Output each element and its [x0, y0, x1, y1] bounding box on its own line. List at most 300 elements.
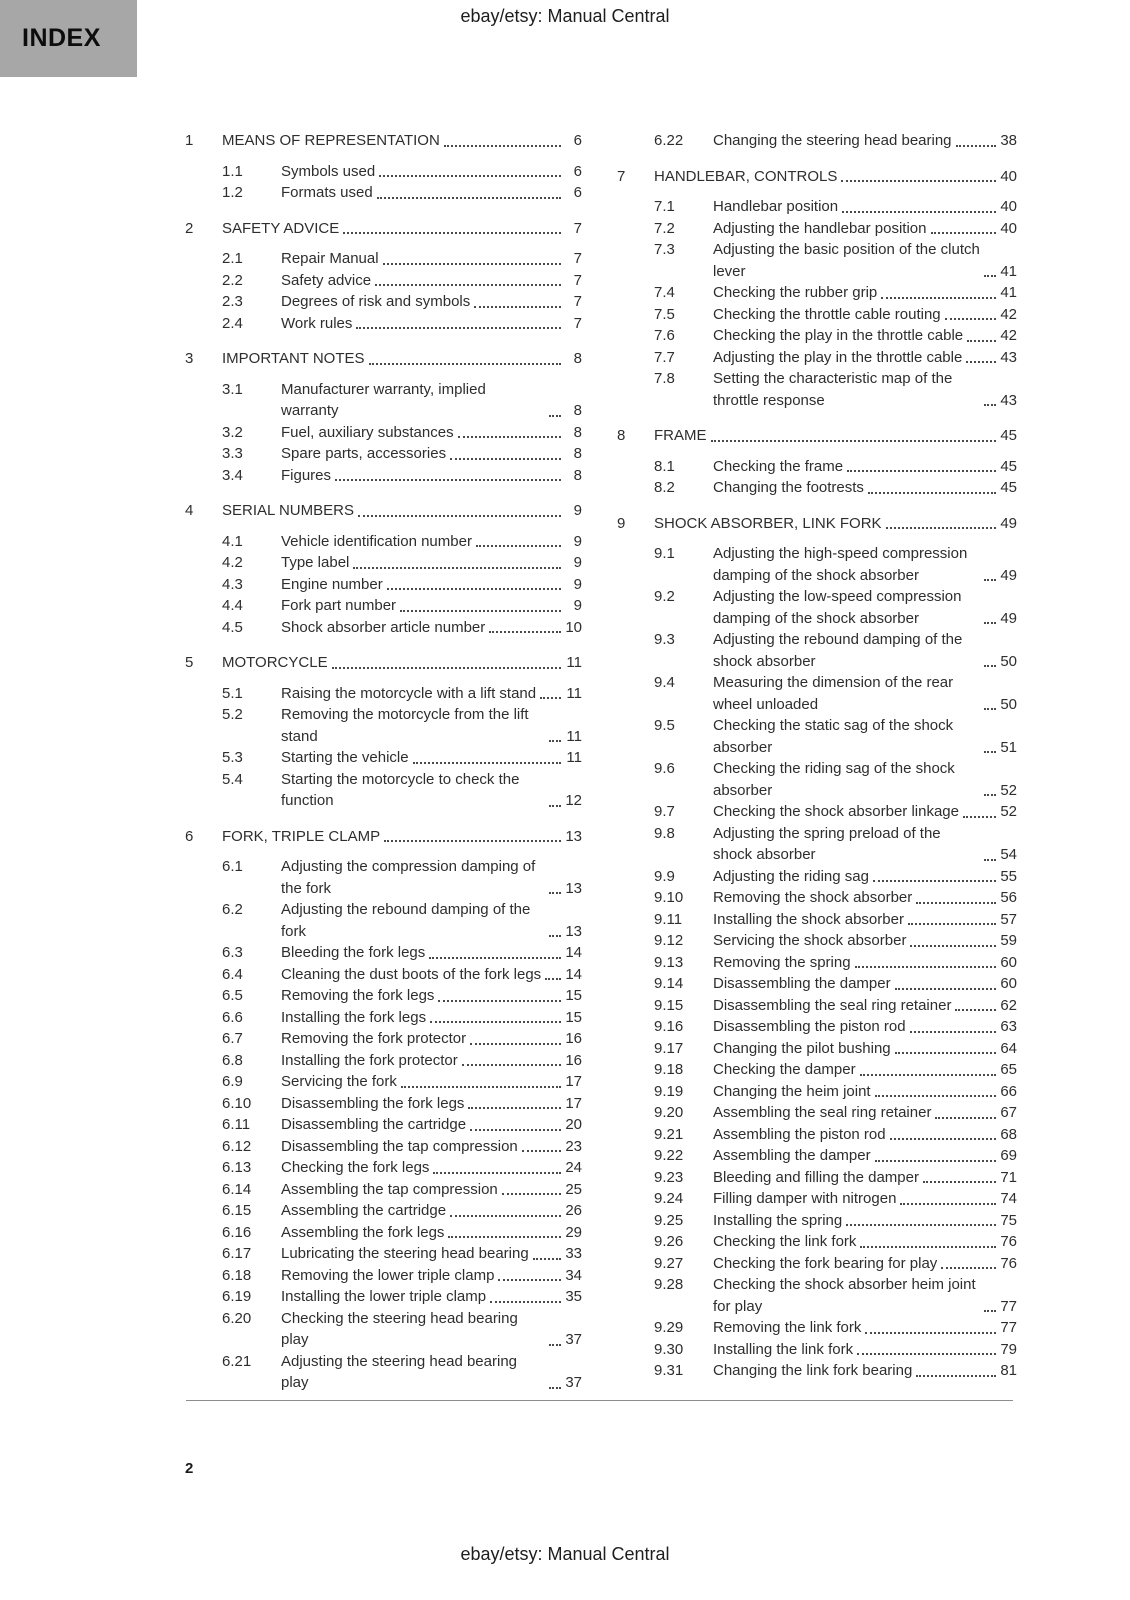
item-number: 6.22	[654, 132, 684, 149]
toc-item-row	[185, 1286, 582, 1308]
toc-item-row	[617, 1102, 1017, 1124]
entry-page: 6	[573, 184, 582, 201]
footer-divider	[186, 1400, 1013, 1401]
item-number: 9.8	[654, 824, 675, 842]
leader-dots	[875, 1160, 996, 1162]
entry-page: 12	[565, 792, 582, 809]
toc-section-row	[185, 826, 582, 848]
entry-page: 24	[565, 1159, 582, 1176]
item-number: 9.7	[654, 803, 675, 820]
entry-title: Checking the damper	[713, 1061, 856, 1078]
entry-page: 76	[1000, 1254, 1017, 1272]
entry-page: 7	[573, 314, 582, 332]
leader-dots	[343, 232, 561, 234]
toc-item-row	[617, 325, 1017, 347]
item-number: 6.9	[222, 1073, 243, 1090]
index-box	[0, 0, 137, 77]
entry-title: Changing the heim joint	[713, 1082, 871, 1100]
toc-item-row	[617, 1231, 1017, 1253]
entry-page: 29	[565, 1223, 582, 1241]
toc-item-row	[617, 1360, 1017, 1382]
entry-page: 42	[1000, 327, 1017, 344]
entry-title: Adjusting the compression damping of the fork	[281, 858, 536, 897]
toc-item-row	[185, 1114, 582, 1136]
leader-dots	[923, 1181, 996, 1183]
item-number: 9.23	[654, 1168, 684, 1186]
item-number: 9.11	[654, 910, 683, 928]
item-number: 9.26	[654, 1233, 684, 1250]
entry-title: Checking the shock absorber linkage	[713, 803, 959, 820]
entry-page: 55	[1000, 867, 1017, 885]
entry-page: 9	[573, 597, 582, 614]
leader-dots	[468, 1107, 561, 1109]
entry-page: 6	[573, 132, 582, 149]
item-number: 9.21	[654, 1125, 684, 1143]
leader-dots	[984, 275, 996, 277]
entry-page: 20	[565, 1116, 582, 1133]
item-number: 9.13	[654, 953, 684, 971]
toc-item-row	[185, 1093, 582, 1115]
entry-page: 10	[565, 618, 582, 636]
item-number: 9.4	[654, 674, 675, 691]
entry-title: Work rules	[281, 314, 353, 332]
entry-page: 34	[565, 1266, 582, 1284]
item-number: 9.5	[654, 717, 675, 734]
toc-item-row	[617, 368, 1017, 411]
item-number: 6.13	[222, 1159, 252, 1176]
entry-title: Assembling the cartridge	[281, 1202, 447, 1219]
entry-page: 76	[1000, 1233, 1017, 1250]
leader-dots	[855, 966, 996, 968]
section-number: 4	[185, 502, 194, 519]
entry-title: Adjusting the low-speed compression damping of the shock absorber	[713, 588, 962, 627]
toc-section-row	[185, 130, 582, 152]
leader-dots	[369, 363, 561, 365]
entry-title: IMPORTANT NOTES	[222, 350, 365, 367]
entry-title: Safety advice	[281, 271, 372, 289]
leader-dots	[332, 667, 561, 669]
entry-title: Checking the steering head bearing play	[281, 1309, 518, 1348]
entry-title: Assembling the seal ring retainer	[713, 1104, 932, 1121]
entry-page: 8	[573, 445, 582, 462]
toc-item-row	[185, 379, 582, 422]
entry-title: Checking the fork legs	[281, 1159, 430, 1176]
toc-item-row	[617, 239, 1017, 282]
toc-item-row	[617, 715, 1017, 758]
toc-item-row	[617, 218, 1017, 240]
entry-title: Figures	[281, 466, 332, 484]
item-number: 6.7	[222, 1030, 243, 1047]
entry-page: 66	[1000, 1082, 1017, 1100]
entry-title: Symbols used	[281, 162, 376, 180]
leader-dots	[401, 1086, 561, 1088]
item-number: 7.7	[654, 348, 675, 366]
entry-title: Formats used	[281, 184, 373, 201]
entry-page: 37	[565, 1374, 582, 1391]
toc-item-row	[185, 270, 582, 292]
entry-page: 59	[1000, 932, 1017, 949]
item-number: 3.3	[222, 445, 243, 462]
toc-item-row	[185, 1265, 582, 1287]
entry-page: 41	[1000, 262, 1017, 280]
leader-dots	[549, 935, 561, 937]
toc-item-row	[185, 443, 582, 465]
entry-title: Checking the frame	[713, 457, 844, 475]
leader-dots	[895, 988, 996, 990]
entry-page: 16	[565, 1030, 582, 1047]
entry-title: Removing the fork legs	[281, 987, 435, 1004]
section-number: 7	[617, 167, 626, 185]
toc-item-row	[185, 1222, 582, 1244]
leader-dots	[984, 622, 996, 624]
leader-dots	[873, 880, 996, 882]
leader-dots	[358, 515, 561, 517]
item-number: 4.3	[222, 575, 243, 593]
toc-item-row	[185, 595, 582, 617]
toc-item-row	[617, 952, 1017, 974]
item-number: 9.29	[654, 1319, 684, 1336]
toc-column-left	[185, 130, 582, 1394]
leader-dots	[941, 1267, 996, 1269]
entry-page: 13	[565, 922, 582, 940]
entry-title: Vehicle identification number	[281, 532, 472, 550]
item-number: 9.2	[654, 588, 675, 605]
entry-page: 23	[565, 1137, 582, 1155]
item-number: 2.3	[222, 293, 243, 310]
leader-dots	[846, 1224, 996, 1226]
leader-dots	[335, 479, 561, 481]
entry-title: Removing the shock absorber	[713, 889, 913, 906]
item-number: 6.5	[222, 987, 243, 1004]
toc-item-row	[617, 1038, 1017, 1060]
entry-page: 60	[1000, 975, 1017, 992]
item-number: 2.1	[222, 250, 243, 267]
toc-section-row	[617, 425, 1017, 447]
entry-page: 50	[1000, 695, 1017, 713]
entry-title: Servicing the fork	[281, 1073, 397, 1090]
toc-item-row	[617, 347, 1017, 369]
toc-item-row	[185, 574, 582, 596]
entry-title: Adjusting the rebound damping of the shock absorber	[713, 631, 963, 670]
entry-page: 45	[1000, 479, 1017, 496]
leader-dots	[847, 470, 996, 472]
leader-dots	[474, 306, 561, 308]
toc-item-row	[185, 1179, 582, 1201]
entry-title: Disassembling the piston rod	[713, 1018, 906, 1035]
toc-item-row	[617, 304, 1017, 326]
entry-page: 49	[1000, 609, 1017, 627]
entry-page: 11	[566, 654, 582, 671]
entry-title: Checking the shock absorber heim joint for play	[713, 1276, 976, 1315]
entry-page: 13	[565, 827, 582, 845]
entry-title: Assembling the piston rod	[713, 1125, 886, 1143]
entry-title: Removing the link fork	[713, 1319, 862, 1336]
entry-title: Removing the lower triple clamp	[281, 1266, 495, 1284]
item-number: 6.17	[222, 1245, 252, 1262]
toc-item-row	[617, 801, 1017, 823]
toc-item-row	[185, 1028, 582, 1050]
toc-item-row	[185, 1050, 582, 1072]
leader-dots	[865, 1332, 996, 1334]
entry-page: 8	[573, 423, 582, 441]
entry-page: 81	[1000, 1362, 1017, 1379]
toc-item-row	[185, 856, 582, 899]
toc-item-row	[185, 899, 582, 942]
entry-title: Adjusting the spring preload of the shock absorber	[713, 824, 941, 863]
toc-item-row	[185, 747, 582, 769]
entry-page: 52	[1000, 803, 1017, 820]
item-number: 7.2	[654, 219, 675, 237]
leader-dots	[375, 284, 561, 286]
entry-page: 67	[1000, 1104, 1017, 1121]
leader-dots	[857, 1353, 996, 1355]
leader-dots	[860, 1074, 996, 1076]
toc-item-row	[617, 1167, 1017, 1189]
leader-dots	[549, 805, 561, 807]
leader-dots	[916, 902, 996, 904]
section-number: 5	[185, 654, 194, 671]
entry-page: 11	[566, 727, 582, 745]
leader-dots	[377, 197, 561, 199]
entry-title: SAFETY ADVICE	[222, 219, 340, 237]
item-number: 7.6	[654, 327, 675, 344]
toc-item-row	[617, 823, 1017, 866]
leader-dots	[448, 1236, 561, 1238]
toc-item-row	[185, 182, 582, 204]
entry-page: 62	[1000, 996, 1017, 1014]
entry-title: Repair Manual	[281, 250, 379, 267]
item-number: 4.2	[222, 554, 243, 571]
item-number: 9.16	[654, 1018, 684, 1035]
entry-title: SERIAL NUMBERS	[222, 502, 354, 519]
toc-item-row	[185, 617, 582, 639]
entry-page: 17	[565, 1073, 582, 1090]
item-number: 9.1	[654, 545, 675, 562]
entry-title: Adjusting the riding sag	[713, 867, 869, 885]
leader-dots	[384, 840, 561, 842]
item-number: 5.2	[222, 706, 243, 723]
leader-dots	[931, 232, 997, 234]
leader-dots	[900, 1203, 996, 1205]
entry-title: Adjusting the handlebar position	[713, 219, 927, 237]
entry-title: Installing the fork legs	[281, 1008, 427, 1026]
leader-dots	[490, 1301, 561, 1303]
toc-item-row	[617, 758, 1017, 801]
item-number: 2.4	[222, 314, 243, 332]
entry-page: 42	[1000, 305, 1017, 323]
entry-title: Changing the footrests	[713, 479, 864, 496]
entry-page: 52	[1000, 781, 1017, 799]
entry-title: Handlebar position	[713, 198, 839, 215]
entry-title: Checking the play in the throttle cable	[713, 327, 964, 344]
leader-dots	[890, 1138, 996, 1140]
section-number: 3	[185, 350, 194, 367]
entry-page: 26	[565, 1202, 582, 1219]
entry-title: Disassembling the cartridge	[281, 1116, 467, 1133]
item-number: 9.18	[654, 1061, 684, 1078]
entry-title: Starting the vehicle	[281, 749, 409, 766]
leader-dots	[353, 567, 561, 569]
toc-item-row	[185, 422, 582, 444]
entry-title: Installing the spring	[713, 1211, 843, 1229]
item-number: 4.5	[222, 618, 243, 636]
entry-page: 9	[573, 575, 582, 593]
leader-dots	[842, 211, 996, 213]
entry-title: Adjusting the high-speed compression damping of the shock absorber	[713, 545, 968, 584]
entry-title: Removing the fork protector	[281, 1030, 467, 1047]
item-number: 6.11	[222, 1116, 251, 1133]
entry-title: MOTORCYCLE	[222, 654, 328, 671]
item-number: 5.3	[222, 749, 243, 766]
entry-page: 9	[573, 554, 582, 571]
entry-title: Installing the link fork	[713, 1340, 854, 1358]
leader-dots	[966, 361, 996, 363]
item-number: 6.21	[222, 1352, 252, 1370]
entry-page: 25	[565, 1180, 582, 1198]
toc-item-row	[185, 1308, 582, 1351]
item-number: 4.4	[222, 597, 243, 614]
leader-dots	[400, 610, 561, 612]
toc-section-row	[185, 652, 582, 674]
leader-dots	[470, 1129, 561, 1131]
toc-item-row	[617, 909, 1017, 931]
entry-page: 9	[573, 502, 582, 519]
entry-page: 63	[1000, 1018, 1017, 1035]
toc-item-row	[185, 942, 582, 964]
leader-dots	[711, 440, 997, 442]
entry-page: 56	[1000, 889, 1017, 906]
entry-title: Disassembling the damper	[713, 975, 891, 992]
entry-page: 50	[1000, 652, 1017, 670]
leader-dots	[984, 665, 996, 667]
entry-title: Checking the fork bearing for play	[713, 1254, 938, 1272]
item-number: 4.1	[222, 532, 243, 550]
page-number: 2	[185, 1460, 194, 1477]
toc-item-row	[185, 465, 582, 487]
entry-page: 8	[573, 402, 582, 419]
entry-page: 8	[573, 466, 582, 484]
toc-item-row	[185, 1136, 582, 1158]
toc-item-row	[185, 769, 582, 812]
item-number: 9.17	[654, 1039, 684, 1057]
item-number: 9.28	[654, 1276, 684, 1293]
section-number: 9	[617, 514, 626, 532]
entry-title: Changing the pilot bushing	[713, 1039, 891, 1057]
leader-dots	[841, 180, 996, 182]
entry-title: Checking the static sag of the shock absorber	[713, 717, 954, 756]
entry-page: 45	[1000, 457, 1017, 475]
toc-item-row	[185, 1243, 582, 1265]
entry-title: Fork part number	[281, 597, 397, 614]
toc-item-row	[617, 1253, 1017, 1275]
leader-dots	[450, 1215, 561, 1217]
item-number: 7.4	[654, 284, 675, 301]
entry-page: 74	[1000, 1190, 1017, 1207]
toc-item-row	[617, 1124, 1017, 1146]
toc-item-row	[617, 672, 1017, 715]
toc-item-row	[617, 930, 1017, 952]
entry-page: 43	[1000, 391, 1017, 409]
leader-dots	[379, 175, 561, 177]
item-number: 6.18	[222, 1266, 252, 1284]
leader-dots	[533, 1258, 561, 1260]
toc-item-row	[185, 1157, 582, 1179]
entry-page: 8	[573, 350, 582, 367]
toc-item-row	[617, 1210, 1017, 1232]
entry-page: 15	[565, 987, 582, 1004]
entry-page: 7	[573, 219, 582, 237]
entry-title: Adjusting the basic position of the clutch lever	[713, 241, 980, 280]
entry-title: Assembling the damper	[713, 1147, 871, 1164]
toc-item-row	[185, 985, 582, 1007]
entry-page: 57	[1000, 910, 1017, 928]
item-number: 5.1	[222, 684, 243, 702]
leader-dots	[549, 740, 561, 742]
toc-item-row	[185, 531, 582, 553]
toc-item-row	[617, 866, 1017, 888]
entry-title: Installing the fork protector	[281, 1051, 458, 1069]
item-number: 9.10	[654, 889, 684, 906]
item-number: 6.12	[222, 1137, 252, 1155]
entry-title: Shock absorber article number	[281, 618, 486, 636]
entry-title: Assembling the tap compression	[281, 1180, 498, 1198]
leader-dots	[444, 145, 561, 147]
entry-title: FRAME	[654, 427, 707, 444]
entry-title: Engine number	[281, 575, 383, 593]
entry-page: 68	[1000, 1125, 1017, 1143]
entry-title: SHOCK ABSORBER, LINK FORK	[654, 514, 882, 532]
entry-page: 77	[1000, 1319, 1017, 1336]
toc-item-row	[185, 1007, 582, 1029]
entry-title: Servicing the shock absorber	[713, 932, 907, 949]
entry-page: 6	[573, 162, 582, 180]
section-number: 8	[617, 427, 626, 444]
entry-title: Disassembling the fork legs	[281, 1094, 465, 1112]
entry-page: 13	[565, 879, 582, 897]
entry-title: Bleeding the fork legs	[281, 944, 426, 961]
leader-dots	[945, 318, 996, 320]
section-number: 1	[185, 132, 194, 149]
item-number: 6.19	[222, 1288, 252, 1305]
entry-page: 77	[1000, 1297, 1017, 1315]
entry-title: Checking the rubber grip	[713, 284, 878, 301]
leader-dots	[549, 1344, 561, 1346]
entry-title: Changing the link fork bearing	[713, 1362, 913, 1379]
toc-item-row	[617, 995, 1017, 1017]
entry-page: 37	[565, 1331, 582, 1348]
entry-title: Filling damper with nitrogen	[713, 1190, 897, 1207]
leader-dots	[438, 1000, 561, 1002]
entry-page: 33	[565, 1245, 582, 1262]
leader-dots	[470, 1043, 561, 1045]
leader-dots	[955, 1009, 996, 1011]
item-number: 7.8	[654, 370, 675, 387]
toc-section-row	[185, 218, 582, 240]
entry-page: 71	[1000, 1168, 1017, 1186]
toc-item-row	[185, 683, 582, 705]
toc-item-row	[185, 1071, 582, 1093]
leader-dots	[387, 588, 561, 590]
item-number: 6.2	[222, 901, 243, 918]
page-footer-title: ebay/etsy: Manual Central	[460, 1544, 670, 1564]
entry-page: 49	[1000, 566, 1017, 584]
page-header-title: ebay/etsy: Manual Central	[460, 6, 670, 26]
leader-dots	[984, 751, 996, 753]
entry-page: 51	[1000, 738, 1017, 756]
entry-title: Cleaning the dust boots of the fork legs	[281, 965, 542, 983]
entry-title: Disassembling the tap compression	[281, 1137, 518, 1155]
toc-item-row	[185, 1351, 582, 1394]
